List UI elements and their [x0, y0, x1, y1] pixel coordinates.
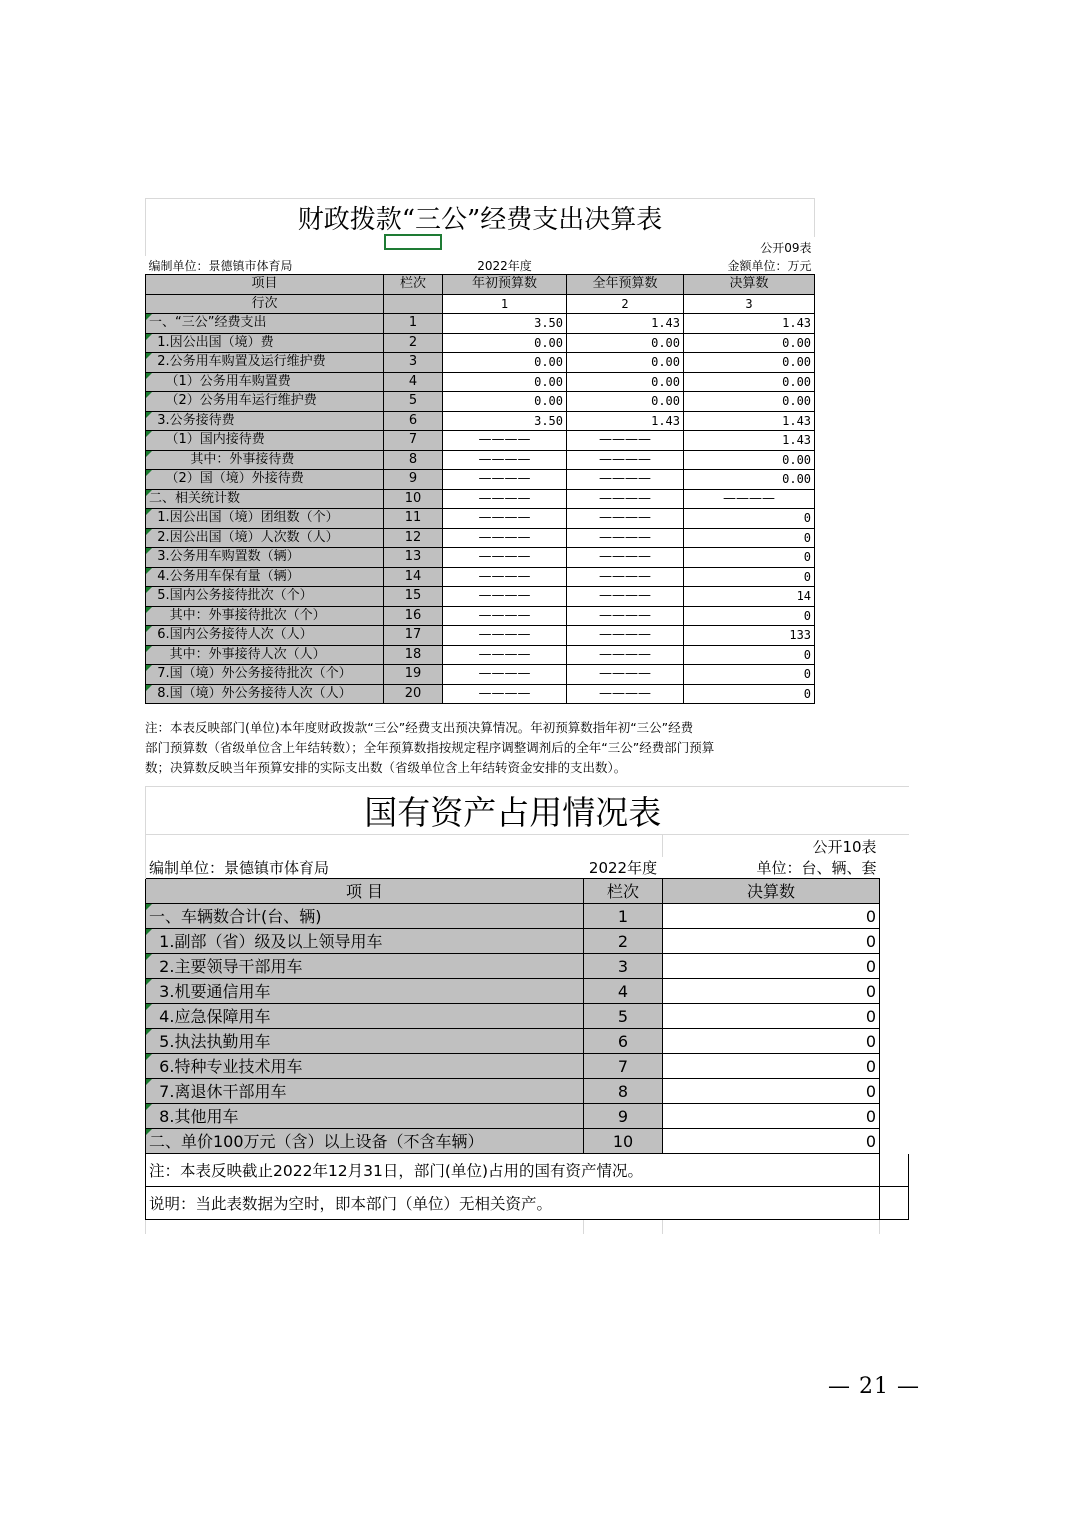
- asset-col-no: 1: [584, 904, 663, 929]
- row-final-account: 1.43: [684, 314, 815, 334]
- row-initial-budget: 0.00: [443, 333, 567, 353]
- asset-col-no: 3: [584, 954, 663, 979]
- asset-item: 5.执法执勤用车: [146, 1029, 584, 1054]
- header-col-no: 栏次: [384, 275, 443, 295]
- row-col-no: 20: [384, 684, 443, 704]
- asset-item: 6.特种专业技术用车: [146, 1054, 584, 1079]
- row-col-no: 17: [384, 626, 443, 646]
- table-row: [146, 1129, 909, 1154]
- row-initial-budget: 0.00: [443, 392, 567, 412]
- row-col-no: 18: [384, 645, 443, 665]
- asset-value: 0: [663, 1104, 880, 1129]
- asset-col-no: 9: [584, 1104, 663, 1129]
- row-index-label: 行次: [146, 294, 384, 314]
- table-row: [146, 626, 815, 646]
- t2-header-col-no: 栏次: [584, 879, 663, 904]
- row-initial-budget: ————: [443, 509, 567, 529]
- table-row: [146, 1004, 909, 1029]
- row-item: （1）公务用车购置费: [146, 372, 384, 392]
- table-row: [146, 372, 815, 392]
- table-row: [146, 665, 815, 685]
- asset-value: 0: [663, 954, 880, 979]
- table-row: [146, 1104, 909, 1129]
- table2-amount-unit: 单位：台、辆、套: [756, 859, 877, 877]
- row-col-no: 1: [384, 314, 443, 334]
- row-final-account: 1.43: [684, 431, 815, 451]
- table1-unit: 编制单位：景德镇市体育局: [148, 259, 293, 273]
- row-initial-budget: ————: [443, 665, 567, 685]
- row-item: 2.公务用车购置及运行维护费: [146, 353, 384, 373]
- row-initial-budget: ————: [443, 626, 567, 646]
- row-final-account: 0.00: [684, 450, 815, 470]
- row-index-2: 2: [567, 294, 684, 314]
- asset-col-no: 10: [584, 1129, 663, 1154]
- row-col-no: 11: [384, 509, 443, 529]
- row-col-no: 4: [384, 372, 443, 392]
- header-item: 项目: [146, 275, 384, 295]
- row-annual-budget: ————: [567, 528, 684, 548]
- table2-title: 国有资产占用情况表: [146, 787, 880, 835]
- row-initial-budget: ————: [443, 548, 567, 568]
- table1-note: 注：本表反映部门(单位)本年度财政拨款“三公”经费支出预决算情况。年初预算数指年初“三公”经费 部门预算数（省级单位含上年结转数）；全年预算数指按规定程序调整调剂后的全年“三公”经费部门预算 数；决算数反映当年预算安排的实际支出数（省级单位含上年结转资金安排的支出数）。: [145, 720, 715, 775]
- table-row: [146, 684, 815, 704]
- row-final-account: 0.00: [684, 470, 815, 490]
- table-row: [146, 587, 815, 607]
- table-row: [146, 645, 815, 665]
- asset-col-no: 4: [584, 979, 663, 1004]
- table1-amount-unit: 金额单位：万元: [727, 259, 812, 273]
- table-row: [146, 1029, 909, 1054]
- table-row: [146, 489, 815, 509]
- table2-form-no: 公开10表: [663, 835, 880, 857]
- row-final-account: 1.43: [684, 411, 815, 431]
- page-number: — 21 —: [828, 1374, 920, 1399]
- table-row: [146, 606, 815, 626]
- table-row: [146, 567, 815, 587]
- table-row: [146, 904, 909, 929]
- table2-year: 2022年度: [588, 859, 658, 877]
- row-col-no: 6: [384, 411, 443, 431]
- row-annual-budget: ————: [567, 470, 684, 490]
- table-row: [146, 411, 815, 431]
- row-initial-budget: 0.00: [443, 353, 567, 373]
- row-final-account: 0.00: [684, 372, 815, 392]
- row-item: 其中：外事接待批次（个）: [146, 606, 384, 626]
- row-col-no: 2: [384, 333, 443, 353]
- row-initial-budget: ————: [443, 606, 567, 626]
- asset-value: 0: [663, 1029, 880, 1054]
- table1-year: 2022年度: [477, 259, 532, 273]
- row-item: 8.国（境）外公务接待人次（人）: [146, 684, 384, 704]
- row-index-1: 1: [443, 294, 567, 314]
- row-col-no: 13: [384, 548, 443, 568]
- row-col-no: 16: [384, 606, 443, 626]
- row-initial-budget: ————: [443, 645, 567, 665]
- row-initial-budget: ————: [443, 450, 567, 470]
- row-annual-budget: ————: [567, 665, 684, 685]
- table-row: [146, 1054, 909, 1079]
- row-annual-budget: 0.00: [567, 372, 684, 392]
- row-final-account: 0: [684, 528, 815, 548]
- table-row: [146, 1079, 909, 1104]
- row-annual-budget: ————: [567, 509, 684, 529]
- table2-explain: 说明：当此表数据为空时，即本部门（单位）无相关资产。: [146, 1187, 880, 1220]
- asset-item: 7.离退休干部用车: [146, 1079, 584, 1104]
- row-col-no: 9: [384, 470, 443, 490]
- asset-item: 二、单价100万元（含）以上设备（不含车辆）: [146, 1129, 584, 1154]
- row-item: 其中：外事接待人次（人）: [146, 645, 384, 665]
- row-final-account: 0: [684, 606, 815, 626]
- row-index-3: 3: [684, 294, 815, 314]
- row-annual-budget: ————: [567, 645, 684, 665]
- row-col-no: 8: [384, 450, 443, 470]
- header-final-account: 决算数: [684, 275, 815, 295]
- row-col-no: 14: [384, 567, 443, 587]
- asset-col-no: 8: [584, 1079, 663, 1104]
- table-row: [146, 929, 909, 954]
- row-annual-budget: 0.00: [567, 333, 684, 353]
- table-row: [146, 353, 815, 373]
- table1-title: 财政拨款“三公”经费支出决算表: [146, 199, 815, 237]
- row-final-account: 0: [684, 509, 815, 529]
- asset-item: 4.应急保障用车: [146, 1004, 584, 1029]
- asset-value: 0: [663, 979, 880, 1004]
- row-annual-budget: 0.00: [567, 353, 684, 373]
- asset-item: 一、车辆数合计(台、辆): [146, 904, 584, 929]
- asset-value: 0: [663, 1054, 880, 1079]
- row-annual-budget: ————: [567, 626, 684, 646]
- row-initial-budget: ————: [443, 431, 567, 451]
- row-final-account: 0: [684, 645, 815, 665]
- three-public-expenses-table: [145, 198, 815, 704]
- row-final-account: 0: [684, 665, 815, 685]
- row-item: 5.国内公务接待批次（个）: [146, 587, 384, 607]
- row-annual-budget: 1.43: [567, 314, 684, 334]
- row-initial-budget: ————: [443, 684, 567, 704]
- table-row: [146, 314, 815, 334]
- row-item: 2.因公出国（境）人次数（人）: [146, 528, 384, 548]
- row-initial-budget: 0.00: [443, 372, 567, 392]
- row-annual-budget: 0.00: [567, 392, 684, 412]
- row-final-account: 0: [684, 567, 815, 587]
- row-item: （2）国（境）外接待费: [146, 470, 384, 490]
- table-row: [146, 392, 815, 412]
- row-col-no: 10: [384, 489, 443, 509]
- table-row: [146, 528, 815, 548]
- asset-col-no: 6: [584, 1029, 663, 1054]
- row-annual-budget: ————: [567, 587, 684, 607]
- row-item: 二、相关统计数: [146, 489, 384, 509]
- table-row: [146, 450, 815, 470]
- row-final-account: 133: [684, 626, 815, 646]
- row-col-no: 15: [384, 587, 443, 607]
- row-item: （1）国内接待费: [146, 431, 384, 451]
- row-initial-budget: ————: [443, 587, 567, 607]
- table1-form-no: 公开09表: [760, 240, 812, 255]
- row-initial-budget: ————: [443, 567, 567, 587]
- row-item: 3.公务用车购置数（辆）: [146, 548, 384, 568]
- row-final-account: 0: [684, 684, 815, 704]
- row-item: 一、“三公”经费支出: [146, 314, 384, 334]
- selected-cell[interactable]: [384, 234, 442, 250]
- row-item: （2）公务用车运行维护费: [146, 392, 384, 412]
- row-initial-budget: ————: [443, 528, 567, 548]
- row-item: 1.因公出国（境）费: [146, 333, 384, 353]
- asset-item: 1.副部（省）级及以上领导用车: [146, 929, 584, 954]
- row-annual-budget: ————: [567, 684, 684, 704]
- table-row: [146, 979, 909, 1004]
- row-final-account: 0: [684, 548, 815, 568]
- table-row: [146, 548, 815, 568]
- row-annual-budget: ————: [567, 548, 684, 568]
- asset-value: 0: [663, 929, 880, 954]
- row-final-account: 0.00: [684, 353, 815, 373]
- table2-unit: 编制单位：景德镇市体育局: [146, 857, 584, 879]
- row-annual-budget: ————: [567, 431, 684, 451]
- row-item: 4.公务用车保有量（辆）: [146, 567, 384, 587]
- asset-value: 0: [663, 1004, 880, 1029]
- row-final-account: ————: [684, 489, 815, 509]
- asset-col-no: 2: [584, 929, 663, 954]
- t2-header-item: 项 目: [146, 879, 584, 904]
- state-assets-table: [145, 786, 909, 1234]
- table-row: [146, 954, 909, 979]
- table-row: [146, 333, 815, 353]
- row-annual-budget: ————: [567, 567, 684, 587]
- asset-item: 2.主要领导干部用车: [146, 954, 584, 979]
- row-final-account: 0.00: [684, 392, 815, 412]
- asset-col-no: 5: [584, 1004, 663, 1029]
- asset-value: 0: [663, 904, 880, 929]
- row-item: 1.因公出国（境）团组数（个）: [146, 509, 384, 529]
- row-item: 6.国内公务接待人次（人）: [146, 626, 384, 646]
- row-final-account: 0.00: [684, 333, 815, 353]
- asset-value: 0: [663, 1079, 880, 1104]
- row-item: 3.公务接待费: [146, 411, 384, 431]
- row-initial-budget: 3.50: [443, 411, 567, 431]
- row-col-no: 7: [384, 431, 443, 451]
- row-annual-budget: ————: [567, 606, 684, 626]
- header-initial-budget: 年初预算数: [443, 275, 567, 295]
- asset-col-no: 7: [584, 1054, 663, 1079]
- table2-note: 注：本表反映截止2022年12月31日，部门(单位)占用的国有资产情况。: [146, 1154, 880, 1187]
- asset-value: 0: [663, 1129, 880, 1154]
- row-initial-budget: ————: [443, 470, 567, 490]
- asset-item: 3.机要通信用车: [146, 979, 584, 1004]
- table-row: [146, 431, 815, 451]
- row-initial-budget: 3.50: [443, 314, 567, 334]
- row-annual-budget: 1.43: [567, 411, 684, 431]
- row-initial-budget: ————: [443, 489, 567, 509]
- row-annual-budget: ————: [567, 450, 684, 470]
- t2-header-final-account: 决算数: [663, 879, 880, 904]
- row-final-account: 14: [684, 587, 815, 607]
- table-row: [146, 509, 815, 529]
- row-col-no: 12: [384, 528, 443, 548]
- row-col-no: 19: [384, 665, 443, 685]
- row-annual-budget: ————: [567, 489, 684, 509]
- row-item: 7.国（境）外公务接待批次（个）: [146, 665, 384, 685]
- row-col-no: 3: [384, 353, 443, 373]
- row-col-no: 5: [384, 392, 443, 412]
- table-row: [146, 470, 815, 490]
- row-item: 其中：外事接待费: [146, 450, 384, 470]
- header-annual-budget: 全年预算数: [567, 275, 684, 295]
- asset-item: 8.其他用车: [146, 1104, 584, 1129]
